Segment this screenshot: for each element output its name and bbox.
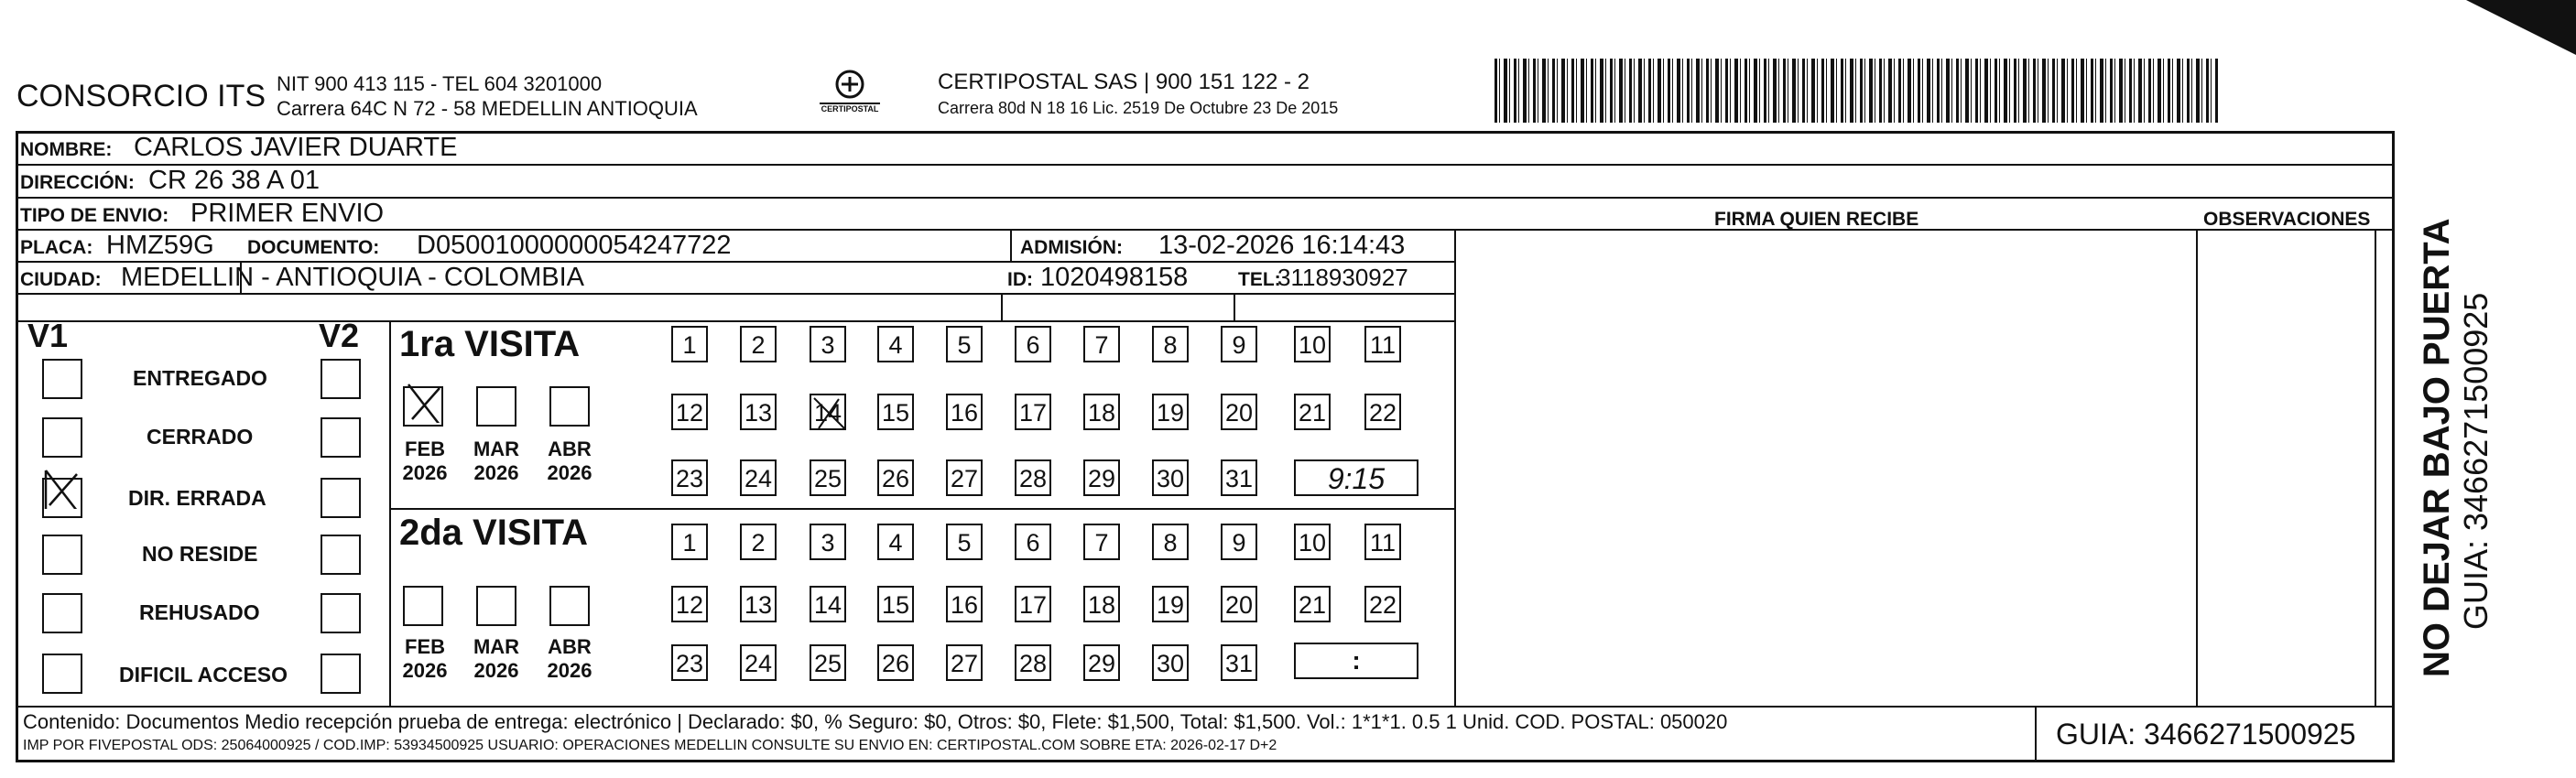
day-box-1[interactable]: 13 bbox=[740, 394, 777, 430]
day-box-2[interactable]: 17 bbox=[1015, 586, 1051, 622]
v2-checkbox-no-reside[interactable] bbox=[321, 535, 361, 575]
observaciones-label: OBSERVACIONES bbox=[2203, 209, 2371, 230]
company-nit: NIT 900 413 115 - TEL 604 3201000 bbox=[277, 72, 603, 95]
day-box-1[interactable]: 20 bbox=[1221, 394, 1257, 430]
day-box-1[interactable]: 8 bbox=[1152, 326, 1189, 362]
visit-2-month-abr[interactable] bbox=[549, 586, 590, 626]
day-box-2[interactable]: 30 bbox=[1152, 644, 1189, 681]
day-box-2[interactable]: 4 bbox=[877, 524, 914, 560]
day-box-2[interactable]: 14 bbox=[810, 586, 846, 622]
visit-2-month-feb[interactable] bbox=[403, 586, 443, 626]
day-box-1[interactable]: 12 bbox=[671, 394, 708, 430]
footer-guia: GUIA: 3466271500925 bbox=[2056, 718, 2356, 751]
day-box-1[interactable]: 22 bbox=[1364, 394, 1401, 430]
day-box-1[interactable]: 24 bbox=[740, 459, 777, 496]
day-box-1[interactable]: 27 bbox=[946, 459, 983, 496]
day-box-1[interactable]: 28 bbox=[1015, 459, 1051, 496]
admision-label: ADMISIÓN: bbox=[1020, 237, 1123, 258]
visit-1-time-field[interactable]: 9:15 bbox=[1294, 459, 1418, 496]
v2-checkbox-dificil-acceso[interactable] bbox=[321, 654, 361, 694]
side-guia: GUIA: 3466271500925 bbox=[2457, 292, 2494, 630]
visit-1-month-label: FEB 2026 bbox=[402, 438, 448, 484]
day-box-2[interactable]: 10 bbox=[1294, 524, 1331, 560]
day-box-1[interactable]: 11 bbox=[1364, 326, 1401, 362]
firma-label: FIRMA QUIEN RECIBE bbox=[1714, 209, 1919, 230]
visit-1-title: 1ra VISITA bbox=[399, 324, 581, 364]
side-notice bbox=[2416, 218, 2494, 677]
day-box-2[interactable]: 9 bbox=[1221, 524, 1257, 560]
nombre-label: NOMBRE: bbox=[20, 139, 113, 160]
day-box-1[interactable]: 30 bbox=[1152, 459, 1189, 496]
placa-value: HMZ59G bbox=[106, 231, 214, 260]
id-label: ID: bbox=[1007, 269, 1033, 290]
documento-value: D05001000000054247722 bbox=[417, 231, 732, 260]
footer-contenido: Contenido: Documentos Medio recepción prueba de entrega: electrónico | Declarado: $0, % Seguro: $0, Otros: $0, Flete: $1,500, Total: $1,500. Vol.: 1*1*1. 0.5 1 Unid. COD. POSTAL: 050020 bbox=[23, 710, 1728, 733]
certipostal-logo bbox=[818, 68, 882, 123]
day-box-2[interactable]: 27 bbox=[946, 644, 983, 681]
check-mark-icon bbox=[40, 469, 81, 509]
day-box-2[interactable]: 8 bbox=[1152, 524, 1189, 560]
day-box-1[interactable]: 17 bbox=[1015, 394, 1051, 430]
direccion-value: CR 26 38 A 01 bbox=[148, 166, 321, 195]
visit-1-month-label: ABR 2026 bbox=[547, 438, 592, 484]
visit-2-title: 2da VISITA bbox=[399, 513, 588, 553]
day-box-1[interactable]: 29 bbox=[1083, 459, 1120, 496]
visit-1-month-abr[interactable] bbox=[549, 386, 590, 427]
day-box-1[interactable]: 4 bbox=[877, 326, 914, 362]
status-dificil-acceso: DIFICIL ACCESO bbox=[119, 663, 288, 686]
status-cerrado: CERRADO bbox=[147, 425, 254, 448]
company-address: Carrera 64C N 72 - 58 MEDELLIN ANTIOQUIA bbox=[277, 97, 698, 120]
day-box-1[interactable]: 9 bbox=[1221, 326, 1257, 362]
visit-2-month-label: ABR 2026 bbox=[547, 635, 592, 682]
v1-checkbox-no-reside[interactable] bbox=[42, 535, 82, 575]
day-box-1[interactable]: 15 bbox=[877, 394, 914, 430]
day-box-2[interactable]: 16 bbox=[946, 586, 983, 622]
day-box-1[interactable]: 23 bbox=[671, 459, 708, 496]
day-box-2[interactable]: 13 bbox=[740, 586, 777, 622]
day-box-2[interactable]: 15 bbox=[877, 586, 914, 622]
visit-2-month-mar[interactable] bbox=[476, 586, 516, 626]
day-box-2[interactable]: 25 bbox=[810, 644, 846, 681]
day-box-1[interactable]: 14 bbox=[810, 394, 846, 430]
day-box-2[interactable]: 19 bbox=[1152, 586, 1189, 622]
day-box-2[interactable]: 5 bbox=[946, 524, 983, 560]
tipo-envio-label: TIPO DE ENVIO: bbox=[20, 205, 169, 226]
status-entregado: ENTREGADO bbox=[133, 366, 267, 390]
direccion-label: DIRECCIÓN: bbox=[20, 172, 135, 193]
v2-checkbox-rehusado[interactable] bbox=[321, 593, 361, 633]
day-box-1[interactable]: 5 bbox=[946, 326, 983, 362]
day-box-2[interactable]: 2 bbox=[740, 524, 777, 560]
day-box-1[interactable]: 16 bbox=[946, 394, 983, 430]
barcode bbox=[1495, 59, 2218, 123]
corner-mark bbox=[2466, 0, 2576, 55]
tel-label: TEL: bbox=[1238, 269, 1281, 290]
no-dejar-bajo-puerta: NO DEJAR BAJO PUERTA bbox=[2417, 218, 2457, 677]
carrier-line: CERTIPOSTAL SAS | 900 151 122 - 2 bbox=[938, 70, 1310, 94]
day-box-2[interactable]: 20 bbox=[1221, 586, 1257, 622]
v1-checkbox-rehusado[interactable] bbox=[42, 593, 82, 633]
day-box-1[interactable]: 25 bbox=[810, 459, 846, 496]
documento-label: DOCUMENTO: bbox=[247, 237, 380, 258]
v2-checkbox-cerrado[interactable] bbox=[321, 417, 361, 458]
tel-value: 3118930927 bbox=[1277, 264, 1408, 291]
v1-checkbox-cerrado[interactable] bbox=[42, 417, 82, 458]
day-box-2[interactable]: 21 bbox=[1294, 586, 1331, 622]
visit-1-month-mar[interactable] bbox=[476, 386, 516, 427]
v1-header: V1 bbox=[27, 317, 69, 354]
day-box-2[interactable]: 29 bbox=[1083, 644, 1120, 681]
v1-checkbox-dificil-acceso[interactable] bbox=[42, 654, 82, 694]
placa-label: PLACA: bbox=[20, 237, 93, 258]
day-box-2[interactable]: 7 bbox=[1083, 524, 1120, 560]
day-box-2[interactable]: 23 bbox=[671, 644, 708, 681]
day-box-2[interactable]: 3 bbox=[810, 524, 846, 560]
ciudad-label: CIUDAD: bbox=[20, 269, 102, 290]
day-box-1[interactable]: 7 bbox=[1083, 326, 1120, 362]
logo-text: CERTIPOSTAL bbox=[821, 104, 879, 113]
day-box-1[interactable]: 26 bbox=[877, 459, 914, 496]
day-box-2[interactable]: 28 bbox=[1015, 644, 1051, 681]
status-dir-errada: DIR. ERRADA bbox=[128, 486, 266, 510]
footer-imp: IMP POR FIVEPOSTAL ODS: 25064000925 / COD.IMP: 53934500925 USUARIO: OPERACIONES MEDELLIN CONSULTE SU ENVIO EN: CERTIPOSTAL.COM SOBRE ETA: 2026-02-17 D+2 bbox=[23, 738, 1277, 753]
id-value: 1020498158 bbox=[1040, 263, 1189, 292]
visit-1-month-label: MAR 2026 bbox=[473, 438, 520, 484]
nombre-value: CARLOS JAVIER DUARTE bbox=[134, 133, 458, 162]
day-box-1[interactable]: 21 bbox=[1294, 394, 1331, 430]
day-box-2[interactable]: 18 bbox=[1083, 586, 1120, 622]
day-box-1[interactable]: 3 bbox=[810, 326, 846, 362]
status-no-reside: NO RESIDE bbox=[142, 542, 258, 566]
check-mark-icon bbox=[403, 383, 443, 423]
v1-checkbox-dir-errada[interactable] bbox=[42, 478, 82, 518]
check-mark-icon bbox=[811, 395, 848, 432]
day-box-2[interactable]: 11 bbox=[1364, 524, 1401, 560]
v2-checkbox-entregado[interactable] bbox=[321, 359, 361, 399]
day-box-1[interactable]: 10 bbox=[1294, 326, 1331, 362]
admision-value: 13-02-2026 16:14:43 bbox=[1158, 231, 1406, 260]
v2-header: V2 bbox=[319, 317, 360, 354]
company-name: CONSORCIO ITS bbox=[16, 79, 266, 113]
visit-2-time-field[interactable]: : bbox=[1294, 643, 1418, 679]
visit-2-month-label: MAR 2026 bbox=[473, 635, 520, 682]
day-box-1[interactable]: 6 bbox=[1015, 326, 1051, 362]
day-box-2[interactable]: 6 bbox=[1015, 524, 1051, 560]
day-box-1[interactable]: 31 bbox=[1221, 459, 1257, 496]
v2-checkbox-dir-errada[interactable] bbox=[321, 478, 361, 518]
visit-2-month-label: FEB 2026 bbox=[402, 635, 448, 682]
day-box-2[interactable]: 26 bbox=[877, 644, 914, 681]
visit-1-month-feb[interactable] bbox=[403, 386, 443, 427]
day-box-1[interactable]: 18 bbox=[1083, 394, 1120, 430]
v1-checkbox-entregado[interactable] bbox=[42, 359, 82, 399]
day-box-2[interactable]: 1 bbox=[671, 524, 708, 560]
day-box-1[interactable]: 2 bbox=[740, 326, 777, 362]
tipo-envio-value: PRIMER ENVIO bbox=[190, 199, 385, 228]
day-box-2[interactable]: 31 bbox=[1221, 644, 1257, 681]
day-box-2[interactable]: 24 bbox=[740, 644, 777, 681]
day-box-2[interactable]: 12 bbox=[671, 586, 708, 622]
status-rehusado: REHUSADO bbox=[139, 600, 260, 624]
day-box-1[interactable]: 19 bbox=[1152, 394, 1189, 430]
day-box-2[interactable]: 22 bbox=[1364, 586, 1401, 622]
carrier-address: Carrera 80d N 18 16 Lic. 2519 De Octubre 23 De 2015 bbox=[938, 99, 1339, 117]
ciudad-value: MEDELLIN - ANTIOQUIA - COLOMBIA bbox=[121, 263, 584, 292]
day-box-1[interactable]: 1 bbox=[671, 326, 708, 362]
